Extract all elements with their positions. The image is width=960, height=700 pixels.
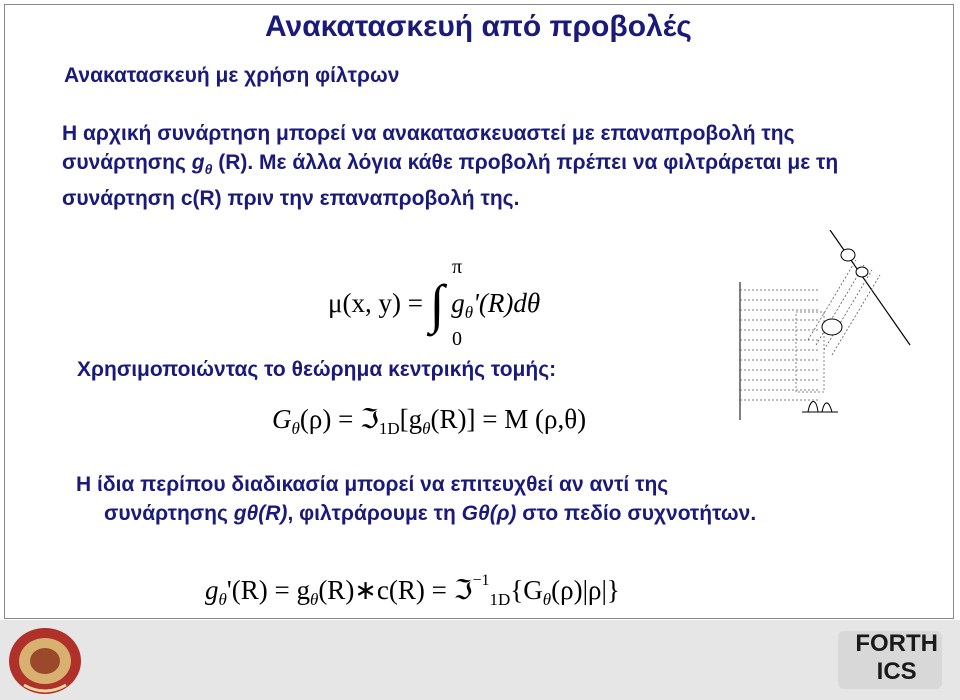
eq1-lhs: μ(x, y) = [328, 288, 423, 318]
paragraph-filtered-backprojection [62, 119, 912, 213]
logo-line-ics: ICS [876, 658, 917, 685]
p3-text-3: στο πεδίο συχνοτήτων. [516, 502, 757, 525]
eq2-part2: [g [399, 404, 423, 434]
p1-text-3: πριν την επαναπροβολή της. [221, 187, 520, 211]
p1-theta-subscript: θ [204, 161, 213, 178]
p1-text-1: Η αρχική συνάρτηση μπορεί να ανακατασκευαστεί με επαναπροβολή της συνάρτησης [62, 122, 795, 174]
eq2-part1: (ρ) = ℑ [299, 404, 379, 434]
eq3-theta-sub3: θ [542, 590, 552, 609]
eq2-G: G [272, 404, 292, 434]
integral-sign: ∫ [429, 274, 445, 334]
eq3-part2: (R)∗c(R) = ℑ [318, 575, 473, 605]
equation-central-slice [272, 404, 586, 439]
eq2-theta-sub2: θ [422, 419, 431, 438]
eq3-theta-sub1: θ [218, 590, 227, 609]
university-seal-logo [4, 623, 86, 697]
eq3-theta-sub2: θ [309, 590, 319, 609]
slide-subtitle: Ανακατασκευή με χρήση φίλτρων [64, 64, 400, 87]
p1-g-symbol: g [191, 151, 205, 174]
equation-filtered-projection [205, 572, 620, 610]
eq3-inverse-sup: −1 [472, 572, 490, 589]
diagram-projection-profile [802, 401, 838, 412]
footer-bar [0, 620, 960, 700]
p1-text-2: . Με άλλα λόγια κάθε προβολή πρέπει να φιλτράρεται με τη συνάρτηση [62, 151, 839, 211]
eq3-part4: (ρ)|ρ|} [551, 575, 620, 605]
p1-c-symbol: c(R) [180, 187, 222, 211]
eq1-theta-sub: θ [464, 303, 474, 322]
paragraph-frequency-filtering [76, 470, 924, 528]
eq1-g: g [451, 288, 465, 318]
integral-lower-limit: 0 [452, 328, 462, 350]
diagram-objects [796, 249, 868, 392]
p1-R-arg: (R) [212, 151, 248, 174]
eq3-1d-sub: 1D [489, 590, 511, 609]
integral-upper-limit: π [452, 256, 463, 278]
p3-text-1: συνάρτησης [104, 502, 234, 525]
eq3-part3: {G [510, 575, 543, 605]
eq2-1d-sub: 1D [378, 419, 400, 438]
p3-text-2: , φιλτράρουμε τη [287, 502, 462, 525]
eq2-theta-sub: θ [291, 419, 300, 438]
paragraph-central-slice: Χρησιμοποιώντας το θεώρημα κεντρικής τομής: [77, 358, 557, 381]
p3-line1: Η ίδια περίπου διαδικασία μπορεί να επιτευχθεί αν αντί της [76, 473, 669, 496]
eq3-part1: '(R) = g [226, 575, 310, 605]
diagram-rays [740, 260, 880, 400]
eq1-rest: '(R)dθ [473, 288, 541, 318]
logo-line-forth: FORTH [855, 630, 938, 657]
p3-line2 [104, 499, 924, 528]
projection-diagram [738, 230, 948, 425]
p3-G-symbol: Gθ(ρ) [461, 502, 517, 525]
eq3-g: g [205, 575, 219, 605]
p3-g-symbol: gθ(R) [233, 502, 288, 525]
forth-ics-logo-text [855, 630, 938, 686]
slide-title: Ανακατασκευή από προβολές [265, 10, 692, 43]
eq2-part3: (R)] = M (ρ,θ) [430, 404, 587, 434]
equation-backprojection [328, 274, 541, 334]
